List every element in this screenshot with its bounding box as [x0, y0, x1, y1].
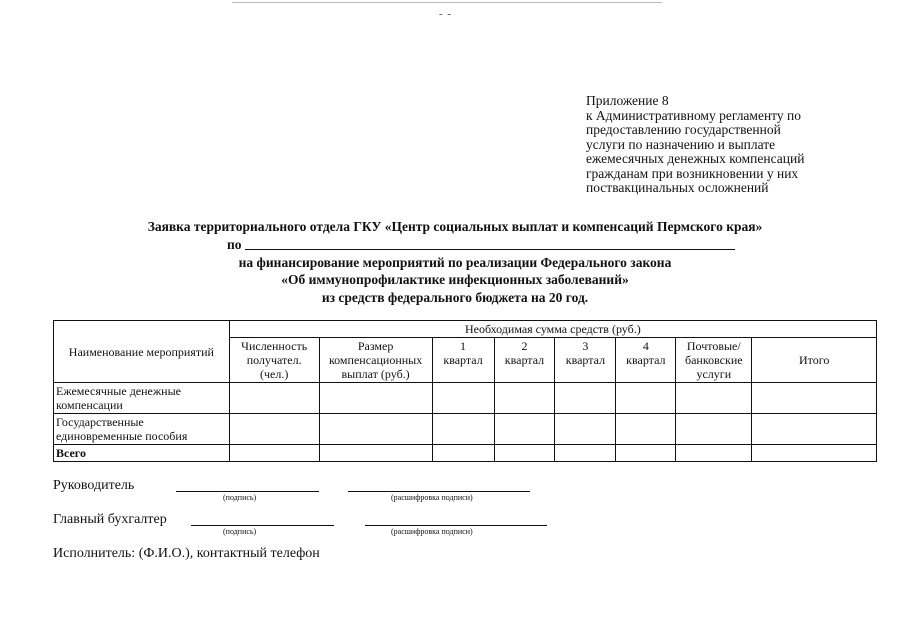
title-line: «Об иммунопрофилактике инфекционных заболеваний» [281, 272, 629, 287]
table-row-total [54, 445, 877, 462]
table-cell[interactable] [319, 414, 432, 445]
table-cell[interactable] [676, 383, 752, 414]
decode-caption: (расшифровка подписи) [391, 493, 473, 502]
table-cell[interactable] [752, 414, 877, 445]
header-postal-services: Почтовые/ банковские услуги [676, 338, 752, 383]
appendix-line: ежемесячных денежных компенсаций [586, 151, 805, 166]
head-label: Руководитель [53, 478, 135, 493]
table-row [54, 414, 877, 445]
head-signature-line[interactable] [176, 491, 319, 492]
title-po-line [60, 236, 850, 254]
document-title [60, 218, 850, 306]
appendix-line: к Административному регламенту по [586, 107, 802, 123]
table-cell[interactable] [319, 383, 432, 414]
top-border-line [232, 2, 662, 3]
appendix-note [586, 94, 886, 196]
table-cell[interactable] [752, 445, 877, 462]
quarter-number: 4 [642, 339, 649, 353]
header-mark: - - [439, 8, 453, 20]
table-cell[interactable] [229, 414, 319, 445]
header-payment-size: Размер компенсационных выплат (руб.) [319, 338, 432, 383]
title-line: из средств федерального бюджета на 20 год. [321, 289, 589, 305]
quarter-label: квартал [626, 353, 666, 367]
head-decode-line[interactable] [348, 491, 530, 492]
row-label-total: Всего [54, 445, 230, 462]
table-cell[interactable] [494, 383, 555, 414]
executor-line: Исполнитель: (Ф.И.О.), контактный телефон [53, 546, 320, 561]
signature-caption: (подпись) [223, 493, 257, 502]
table-cell[interactable] [555, 445, 616, 462]
quarter-number: 1 [460, 339, 467, 353]
table-cell[interactable] [432, 445, 494, 462]
header-quarter-3 [555, 338, 616, 383]
appendix-line: поствакцинальных осложнений [586, 180, 769, 195]
accountant-signature-block [53, 512, 613, 542]
table-cell[interactable] [229, 383, 319, 414]
header-activity-name: Наименование мероприятий [54, 321, 230, 383]
accountant-decode-line[interactable] [365, 525, 547, 526]
header-quarter-4 [616, 338, 676, 383]
quarter-number: 3 [582, 339, 589, 353]
title-line: на финансирование мероприятий по реализации Федерального закона [238, 254, 672, 270]
appendix-line: предоставлению государственной [586, 122, 781, 137]
table-cell[interactable] [494, 445, 555, 462]
header-quarter-2 [494, 338, 555, 383]
signature-caption: (подпись) [223, 527, 257, 536]
row-label: Ежемесячные денежные компенсации [54, 383, 230, 414]
quarter-label: квартал [443, 353, 483, 367]
head-signature-block [53, 478, 613, 508]
table-row [54, 383, 877, 414]
header-total: Итого [752, 338, 877, 383]
department-blank-line[interactable] [245, 249, 735, 250]
table-cell[interactable] [616, 445, 676, 462]
accountant-label: Главный бухгалтер [53, 512, 167, 527]
title-line: Заявка территориального отдела ГКУ «Центр социальных выплат и компенсаций Пермского края» [147, 219, 763, 234]
funding-request-table [53, 320, 877, 462]
decode-caption: (расшифровка подписи) [391, 527, 473, 536]
quarter-label: квартал [504, 353, 545, 367]
table-cell[interactable] [676, 445, 752, 462]
table-cell[interactable] [319, 445, 432, 462]
table-cell[interactable] [616, 383, 676, 414]
table-cell[interactable] [555, 383, 616, 414]
table-cell[interactable] [752, 383, 877, 414]
table-cell[interactable] [676, 414, 752, 445]
appendix-line: гражданам при возникновении у них [586, 165, 799, 181]
title-po-word: по [227, 236, 242, 252]
quarter-label: квартал [565, 353, 606, 367]
table-cell[interactable] [229, 445, 319, 462]
appendix-line: Приложение 8 [586, 93, 669, 108]
table-cell[interactable] [616, 414, 676, 445]
header-recipients-count: Численность получател. (чел.) [229, 338, 319, 383]
table-cell[interactable] [555, 414, 616, 445]
header-required-sum: Необходимая сумма средств (руб.) [229, 321, 876, 338]
quarter-number: 2 [521, 339, 528, 353]
header-quarter-1 [432, 338, 494, 383]
accountant-signature-line[interactable] [191, 525, 334, 526]
table-cell[interactable] [432, 414, 494, 445]
table-cell[interactable] [494, 414, 555, 445]
appendix-line: услуги по назначению и выплате [586, 136, 776, 152]
row-label: Государственные единовременные пособия [54, 414, 230, 445]
table-cell[interactable] [432, 383, 494, 414]
